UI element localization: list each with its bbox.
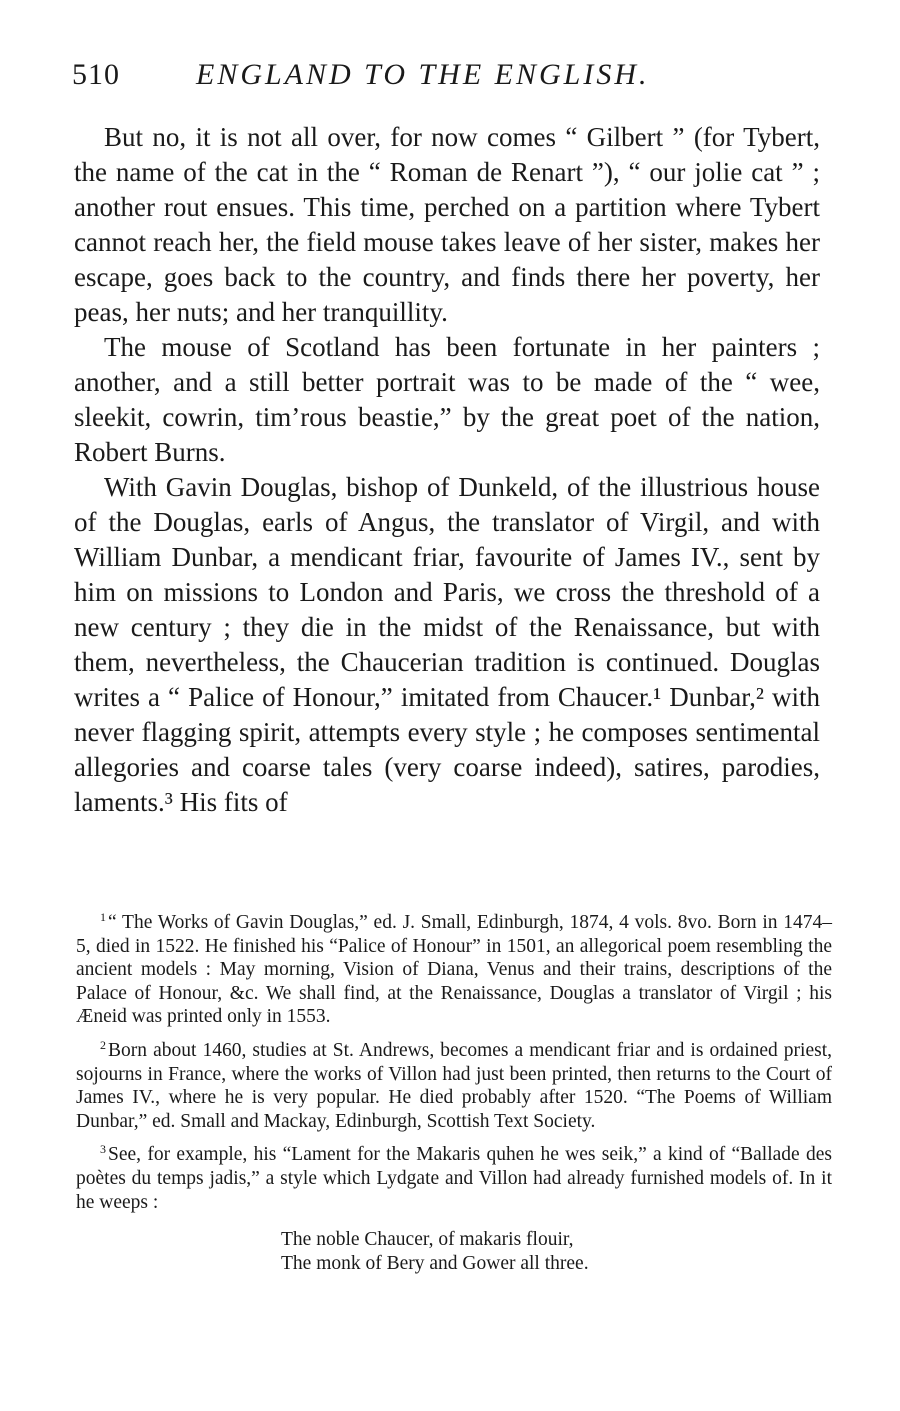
main-text bbox=[74, 120, 820, 820]
page-header bbox=[72, 58, 832, 102]
footnote bbox=[76, 1034, 832, 1133]
page-number: 510 bbox=[72, 58, 120, 91]
footnote-marker: 3 bbox=[100, 1142, 106, 1157]
paragraph: With Gavin Douglas, bishop of Dunkeld, of the illustrious house of the Douglas, earls of Angus, the translator of Virgil, and with William Dunbar, a mendicant friar, favourite of James IV., sent by him on missions to London and Paris, we cross the threshold of a new century ; they die in the midst of the Renaissance, but with them, nevertheless, the Chaucerian tradition is continued. Douglas writes a “ Palice of Honour,” imitated from Chaucer.¹ Dunbar,² with never flagging spirit, attempts every style ; he composes sentimental allegories and coarse tales (very coarse indeed), satires, parodies, laments.³ His fits of bbox=[74, 472, 820, 817]
verse-quotation bbox=[281, 1228, 832, 1276]
footnote-marker: 1 bbox=[100, 910, 106, 924]
paragraph: The mouse of Scotland has been fortunate in her painters ; another, and a still better portrait was to be made of the “ wee, sleekit, cowrin, tim’rous beastie,” by the great poet of the nation, Robert Burns. bbox=[74, 332, 820, 467]
paragraph: But no, it is not all over, for now comes “ Gilbert ” (for Tybert, the name of the cat in the “ Roman de Renart ”), “ our jolie cat ” ; another rout ensues. This time, perched on a partition where Tybert cannot reach her, the field mouse takes leave of her sister, makes her escape, goes back to the country, and finds there her poverty, her peas, her nuts; and her tranquillity. bbox=[74, 122, 820, 327]
footnote-text: Born about 1460, studies at St. Andrews, becomes a mendicant friar and is ordained priest, sojourns in France, where the works of Villon had just been printed, then returns to the Court of James IV., where he is very popular. He died probably after 1520. “The Poems of William Dunbar,” ed. Small and Mackay, Edinburgh, Scottish Text Society. bbox=[76, 1039, 832, 1132]
footnote-marker: 2 bbox=[100, 1037, 106, 1052]
footnote-text: “ The Works of Gavin Douglas,” ed. J. Small, Edinburgh, 1874, 4 vols. 8vo. Born in 1474–5, died in 1522. He finished his “Palice of Honour” in 1501, an allegorical poem resembling the ancient models : May morning, Vision of Diana, Venus and their trains, descriptions of the Palace of Honour, &c. We shall find, at the Renaissance, Douglas a translator of Virgil ; his Æneid was printed only in 1553. bbox=[76, 912, 832, 1028]
footnotes bbox=[76, 906, 832, 1276]
verse-line: The noble Chaucer, of makaris flouir, bbox=[281, 1229, 574, 1251]
verse-line: The monk of Bery and Gower all three. bbox=[281, 1253, 589, 1275]
footnote bbox=[76, 1138, 832, 1214]
footnote-text: See, for example, his “Lament for the Makaris quhen he wes seik,” a kind of “Ballade des poètes du temps jadis,” a style which Lydgate and Villon had already furnished models of. In it he weeps : bbox=[76, 1144, 832, 1213]
running-title: ENGLAND TO THE ENGLISH. bbox=[196, 58, 650, 91]
footnote bbox=[76, 906, 832, 1029]
